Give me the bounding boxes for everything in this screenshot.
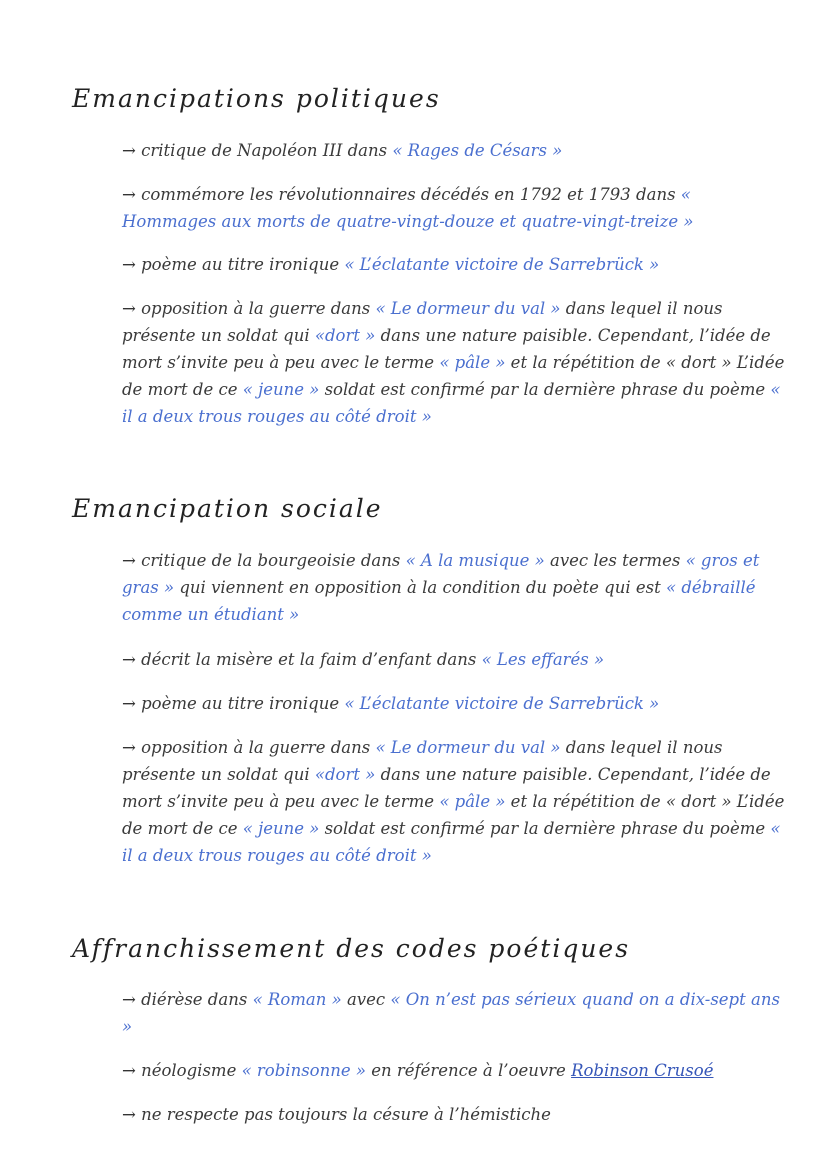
- quote-text: « Le dormeur du val »: [375, 738, 561, 757]
- list-item: [122, 547, 790, 628]
- arrow-icon: →: [122, 141, 142, 160]
- quote-text: « Hommages aux morts de quatre-vingt-douze et quatre-vingt-treize »: [122, 185, 694, 231]
- item-text: et la répétition de « dort » L’idée de mort de ce: [122, 792, 785, 838]
- quote-text: « Roman »: [252, 990, 342, 1009]
- item-text: opposition à la guerre dans: [141, 738, 376, 757]
- quote-text: « pâle »: [439, 353, 506, 372]
- item-text: dans une nature paisible. Cependant, l’idée de mort s’invite peu à peu avec le terme: [122, 326, 771, 372]
- arrow-icon: →: [122, 1061, 142, 1080]
- quote-text: « jeune »: [242, 819, 320, 838]
- arrow-icon: →: [122, 255, 142, 274]
- section-title-affranchissement: Affranchissement des codes poétiques: [72, 934, 631, 963]
- quote-text: « il a deux trous rouges au côté droit »: [122, 380, 781, 426]
- section-title-emancipation-sociale: Emancipation sociale: [72, 494, 383, 523]
- quote-text: « robinsonne »: [241, 1061, 366, 1080]
- list-item: [122, 646, 790, 673]
- list-item: [122, 295, 790, 430]
- quote-text: « débraillé comme un étudiant »: [122, 578, 756, 624]
- list-item: [122, 137, 790, 164]
- quote-text: « On n’est pas sérieux quand on a dix-sept ans »: [122, 990, 780, 1036]
- arrow-icon: →: [122, 299, 142, 318]
- arrow-icon: →: [122, 738, 142, 757]
- item-text: ne respecte pas toujours la césure à l’hémistiche: [141, 1105, 551, 1124]
- quote-text: «dort »: [314, 326, 376, 345]
- quote-text: « Les effarés »: [481, 650, 605, 669]
- quote-text: « pâle »: [439, 792, 506, 811]
- quote-text: « jeune »: [242, 380, 320, 399]
- quote-text: « L’éclatante victoire de Sarrebrück »: [344, 694, 660, 713]
- item-text: décrit la misère et la faim d’enfant dans: [141, 650, 482, 669]
- item-text: qui viennent en opposition à la condition du poète qui est: [174, 578, 666, 597]
- quote-text: « il a deux trous rouges au côté droit »: [122, 819, 781, 865]
- section-title-emancipations-politiques: Emancipations politiques: [72, 84, 441, 113]
- item-text: critique de Napoléon III dans: [141, 141, 393, 160]
- list-item: [122, 1101, 790, 1128]
- book-link[interactable]: Robinson Crusoé: [571, 1061, 714, 1080]
- item-text: avec: [341, 990, 391, 1009]
- quote-text: « L’éclatante victoire de Sarrebrück »: [344, 255, 660, 274]
- list-item: [122, 181, 790, 235]
- arrow-icon: →: [122, 990, 142, 1009]
- arrow-icon: →: [122, 185, 142, 204]
- quote-text: « A la musique »: [405, 551, 545, 570]
- item-text: néologisme: [141, 1061, 242, 1080]
- item-text: soldat est confirmé par la dernière phrase du poème: [319, 380, 771, 399]
- item-text: poème au titre ironique: [141, 255, 345, 274]
- item-text: avec les termes: [544, 551, 686, 570]
- item-text: dans lequel il nous présente un soldat qui: [122, 738, 723, 784]
- item-text: en référence à l’oeuvre: [365, 1061, 572, 1080]
- arrow-icon: →: [122, 1105, 142, 1124]
- item-text: soldat est confirmé par la dernière phrase du poème: [319, 819, 771, 838]
- arrow-icon: →: [122, 694, 142, 713]
- arrow-icon: →: [122, 551, 142, 570]
- item-text: commémore les révolutionnaires décédés en 1792 et 1793 dans: [141, 185, 681, 204]
- item-text: poème au titre ironique: [141, 694, 345, 713]
- quote-text: « Rages de Césars »: [392, 141, 563, 160]
- item-text: dans lequel il nous présente un soldat qui: [122, 299, 723, 345]
- quote-text: « gros et gras »: [122, 551, 760, 597]
- quote-text: « Le dormeur du val »: [375, 299, 561, 318]
- list-item: [122, 986, 790, 1040]
- list-item: [122, 1057, 790, 1084]
- item-text: critique de la bourgeoisie dans: [141, 551, 406, 570]
- item-text: diérèse dans: [141, 990, 253, 1009]
- list-item: [122, 734, 790, 869]
- item-text: dans une nature paisible. Cependant, l’idée de mort s’invite peu à peu avec le terme: [122, 765, 771, 811]
- list-item: [122, 690, 790, 717]
- item-text: et la répétition de « dort » L’idée de mort de ce: [122, 353, 785, 399]
- list-item: [122, 251, 790, 278]
- quote-text: «dort »: [314, 765, 376, 784]
- item-text: opposition à la guerre dans: [141, 299, 376, 318]
- arrow-icon: →: [122, 650, 142, 669]
